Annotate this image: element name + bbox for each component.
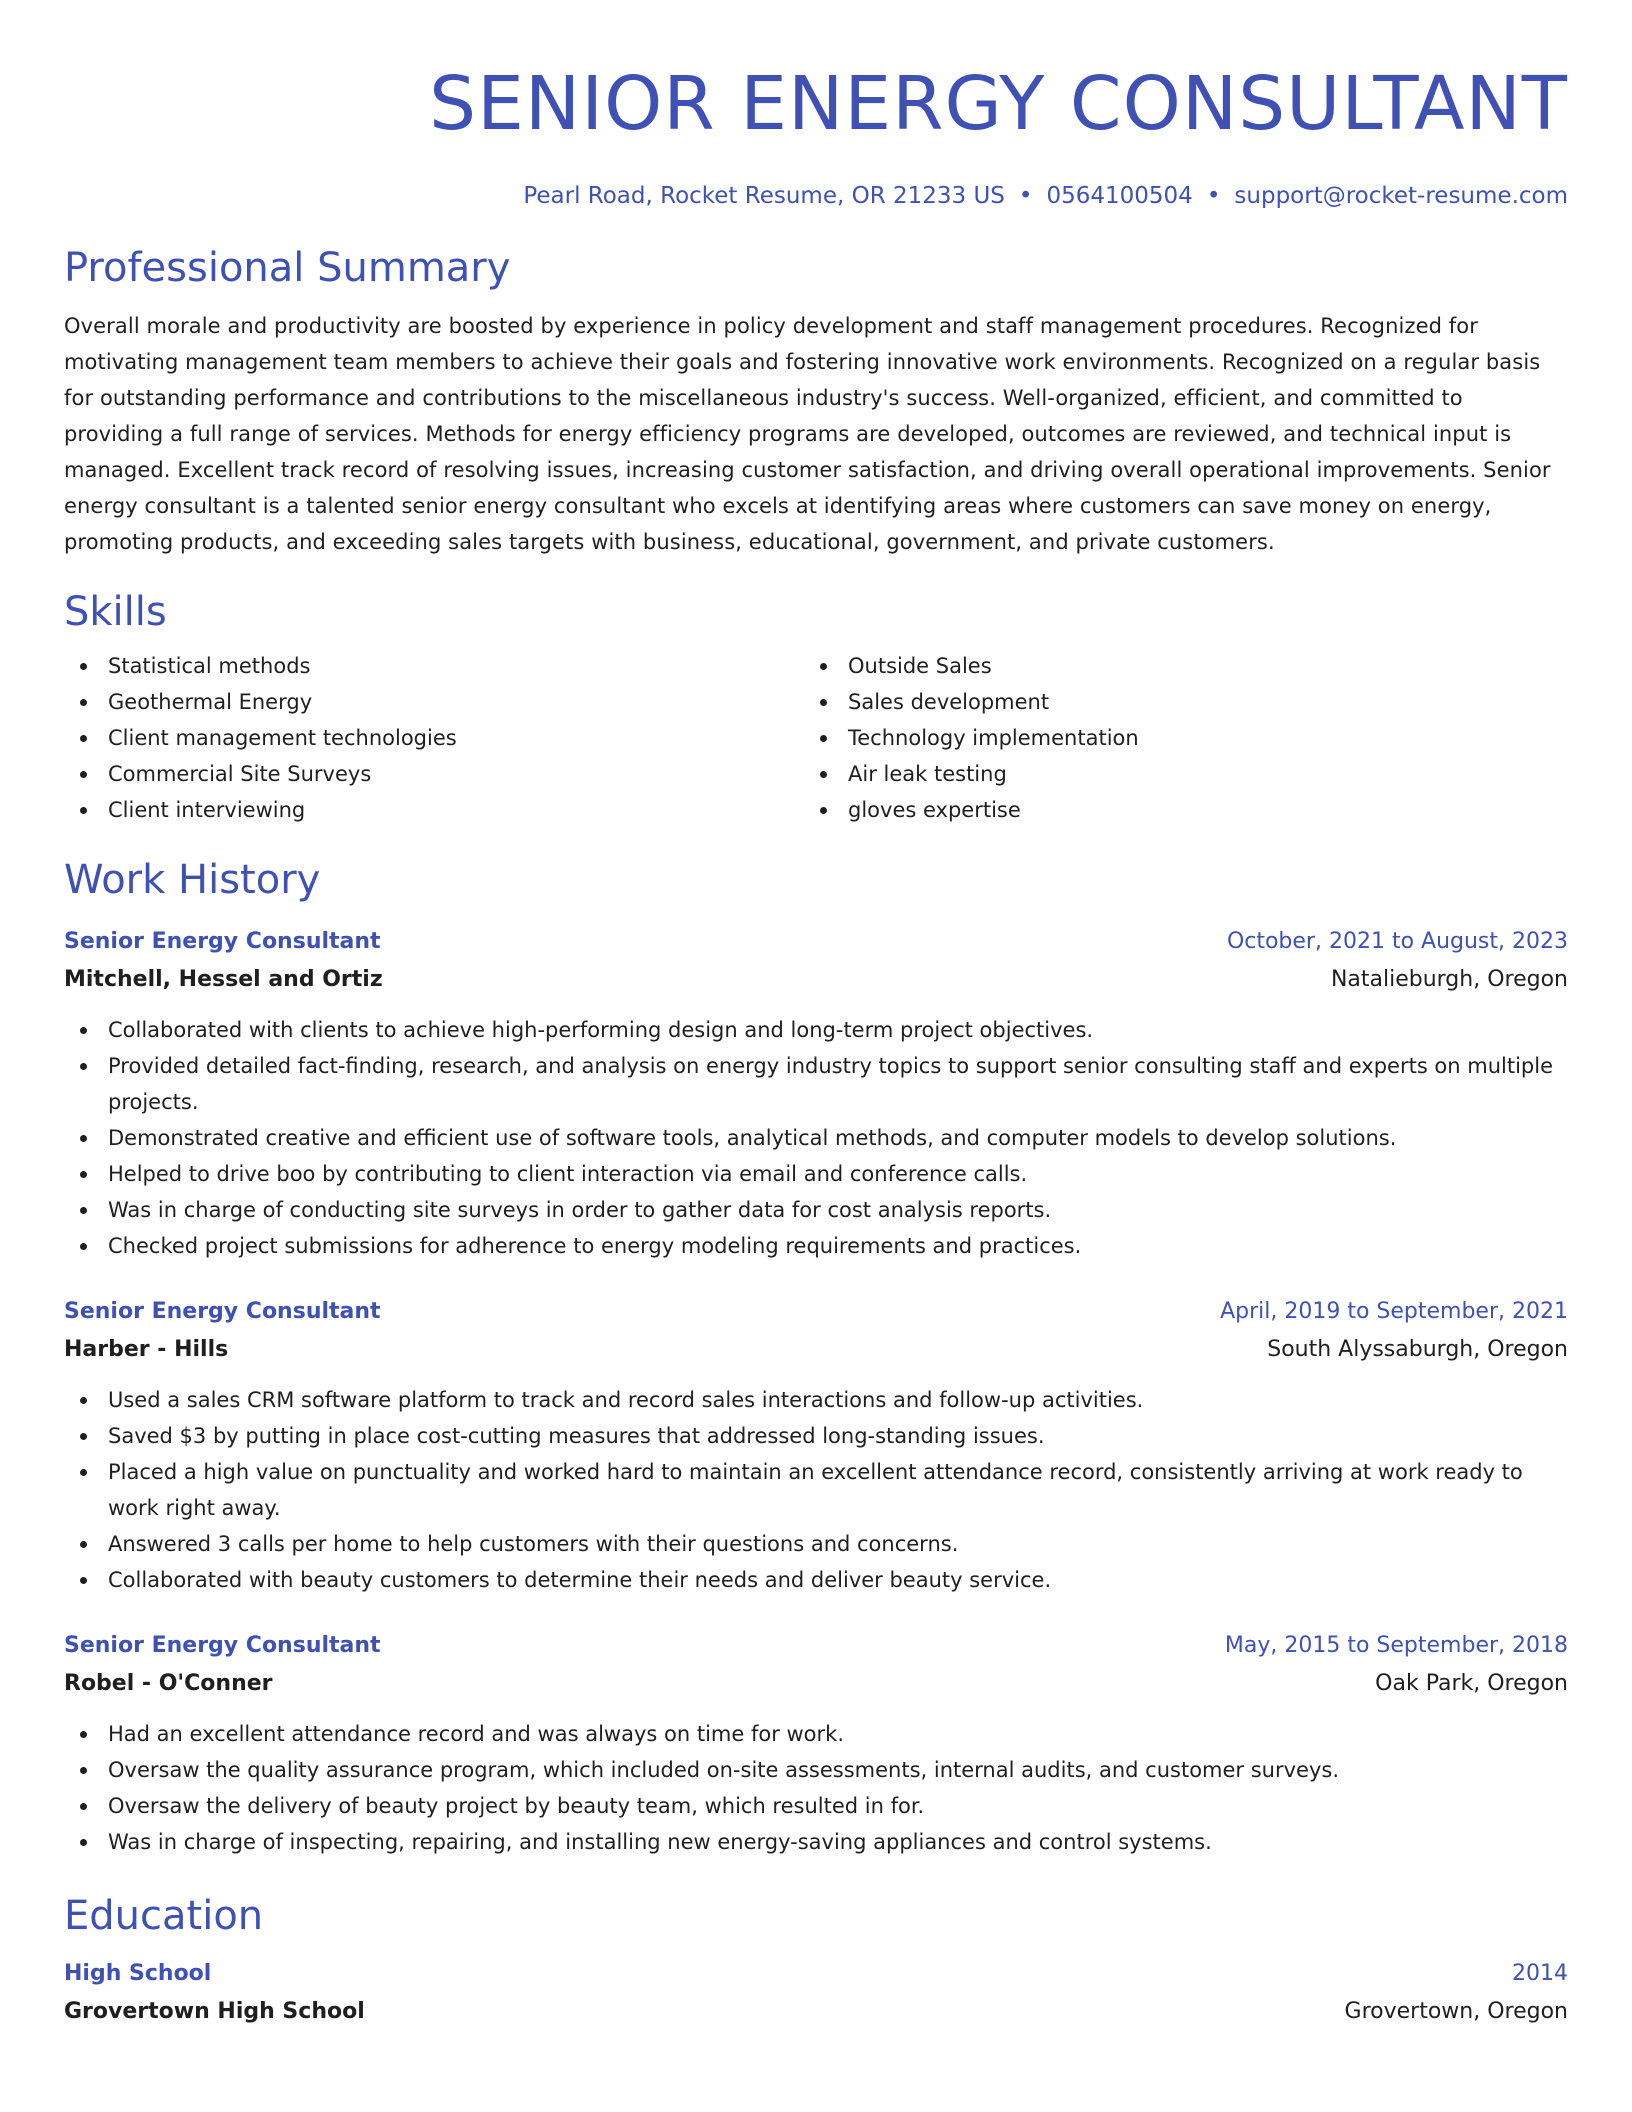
summary-section bbox=[64, 242, 1568, 560]
section-title-skills: Skills bbox=[64, 589, 167, 635]
job-bullet: Provided detailed fact-finding, research, and analysis on energy industry topics to support senior consulting staff and experts on multiple projects. bbox=[64, 1048, 1568, 1120]
contact-phone: 0564100504 bbox=[1046, 183, 1193, 209]
job-company-row bbox=[64, 1330, 1568, 1370]
skill-item: Geothermal Energy bbox=[64, 684, 804, 720]
job-bullet: Used a sales CRM software platform to track and record sales interactions and follow-up activities. bbox=[64, 1382, 1568, 1418]
job-bullets bbox=[64, 1012, 1568, 1264]
section-title-work: Work History bbox=[64, 857, 321, 903]
job-title: Senior Energy Consultant bbox=[64, 1633, 381, 1658]
education-degree: High School bbox=[64, 1961, 212, 1986]
section-title-summary: Professional Summary bbox=[64, 245, 511, 291]
job-bullet: Was in charge of conducting site surveys in order to gather data for cost analysis reports. bbox=[64, 1192, 1568, 1228]
contact-line bbox=[64, 180, 1568, 212]
education-year: 2014 bbox=[1512, 1961, 1568, 1986]
job-company: Robel - O'Conner bbox=[64, 1671, 273, 1696]
job-bullet: Checked project submissions for adherence to energy modeling requirements and practices. bbox=[64, 1228, 1568, 1264]
summary-text: Overall morale and productivity are boosted by experience in policy development and staff management procedures. Recognized for motivating management team members to achieve their goals and fostering innovative work environments. Recognized on a regular basis for outstanding performance and contributions to the miscellaneous industry's success. Well-organized, efficient, and committed to providing a full range of services. Methods for energy efficiency programs are developed, outcomes are reviewed, and technical input is managed. Excellent track record of resolving issues, increasing customer satisfaction, and driving overall operational improvements. Senior energy consultant is a talented senior energy consultant who excels at identifying areas where customers can save money on energy, promoting products, and exceeding sales targets with business, educational, government, and private customers. bbox=[64, 314, 1551, 554]
job-header-row bbox=[64, 1294, 1568, 1330]
job-bullet: Was in charge of inspecting, repairing, and installing new energy-saving appliances and control systems. bbox=[64, 1824, 1568, 1860]
skills-list-right bbox=[804, 648, 1544, 828]
job-header-row bbox=[64, 1628, 1568, 1664]
job-bullets bbox=[64, 1382, 1568, 1598]
job-entry bbox=[64, 1628, 1568, 1860]
skills-section bbox=[64, 586, 1568, 828]
education-header-row bbox=[64, 1956, 1568, 1992]
job-bullet: Demonstrated creative and efficient use of software tools, analytical methods, and computer models to develop solutions. bbox=[64, 1120, 1568, 1156]
job-bullet: Oversaw the quality assurance program, which included on-site assessments, internal audits, and customer surveys. bbox=[64, 1752, 1568, 1788]
job-bullet: Collaborated with clients to achieve high-performing design and long-term project objectives. bbox=[64, 1012, 1568, 1048]
education-school: Grovertown High School bbox=[64, 1999, 365, 2024]
job-company-row bbox=[64, 1664, 1568, 1704]
job-entry bbox=[64, 1294, 1568, 1598]
job-location: Natalieburgh, Oregon bbox=[1330, 967, 1568, 992]
job-entry bbox=[64, 924, 1568, 1264]
education-section bbox=[64, 1890, 1568, 2032]
resume-name: SENIOR ENERGY CONSULTANT bbox=[429, 61, 1568, 147]
job-bullet: Placed a high value on punctuality and worked hard to maintain an excellent attendance record, consistently arriving at work ready to work right away. bbox=[64, 1454, 1568, 1526]
skill-item: Commercial Site Surveys bbox=[64, 756, 804, 792]
contact-separator: • bbox=[1018, 183, 1033, 209]
job-company: Harber - Hills bbox=[64, 1337, 229, 1362]
job-location: South Alyssaburgh, Oregon bbox=[1267, 1337, 1568, 1362]
contact-address: Pearl Road, Rocket Resume, OR 21233 US bbox=[523, 183, 1005, 209]
skill-item: Client interviewing bbox=[64, 792, 804, 828]
job-bullet: Helped to drive boo by contributing to client interaction via email and conference calls. bbox=[64, 1156, 1568, 1192]
contact-separator: • bbox=[1206, 183, 1221, 209]
job-title: Senior Energy Consultant bbox=[64, 929, 381, 954]
skill-item: Air leak testing bbox=[804, 756, 1544, 792]
skill-item: Statistical methods bbox=[64, 648, 804, 684]
education-entry bbox=[64, 1956, 1568, 2032]
skill-item: Client management technologies bbox=[64, 720, 804, 756]
job-title: Senior Energy Consultant bbox=[64, 1299, 381, 1324]
section-title-education: Education bbox=[64, 1893, 264, 1939]
job-bullet: Had an excellent attendance record and was always on time for work. bbox=[64, 1716, 1568, 1752]
job-bullet: Collaborated with beauty customers to determine their needs and deliver beauty service. bbox=[64, 1562, 1568, 1598]
skill-item: gloves expertise bbox=[804, 792, 1544, 828]
job-header-row bbox=[64, 924, 1568, 960]
job-bullet: Saved $3 by putting in place cost-cutting measures that addressed long-standing issues. bbox=[64, 1418, 1568, 1454]
job-dates: October, 2021 to August, 2023 bbox=[1226, 929, 1568, 954]
contact-email[interactable]: support@rocket-resume.com bbox=[1234, 183, 1568, 209]
job-dates: April, 2019 to September, 2021 bbox=[1220, 1299, 1568, 1324]
education-school-row bbox=[64, 1992, 1568, 2032]
skills-grid bbox=[64, 648, 1568, 828]
education-location: Grovertown, Oregon bbox=[1344, 1999, 1568, 2024]
skill-item: Sales development bbox=[804, 684, 1544, 720]
job-dates: May, 2015 to September, 2018 bbox=[1224, 1633, 1568, 1658]
job-bullets bbox=[64, 1716, 1568, 1860]
job-location: Oak Park, Oregon bbox=[1375, 1671, 1568, 1696]
work-history-section bbox=[64, 854, 1568, 1860]
resume-header bbox=[64, 56, 1568, 212]
job-company-row bbox=[64, 960, 1568, 1000]
skill-item: Outside Sales bbox=[804, 648, 1544, 684]
job-bullet: Answered 3 calls per home to help customers with their questions and concerns. bbox=[64, 1526, 1568, 1562]
job-company: Mitchell, Hessel and Ortiz bbox=[64, 967, 383, 992]
skill-item: Technology implementation bbox=[804, 720, 1544, 756]
job-bullet: Oversaw the delivery of beauty project by beauty team, which resulted in for. bbox=[64, 1788, 1568, 1824]
skills-list-left bbox=[64, 648, 804, 828]
